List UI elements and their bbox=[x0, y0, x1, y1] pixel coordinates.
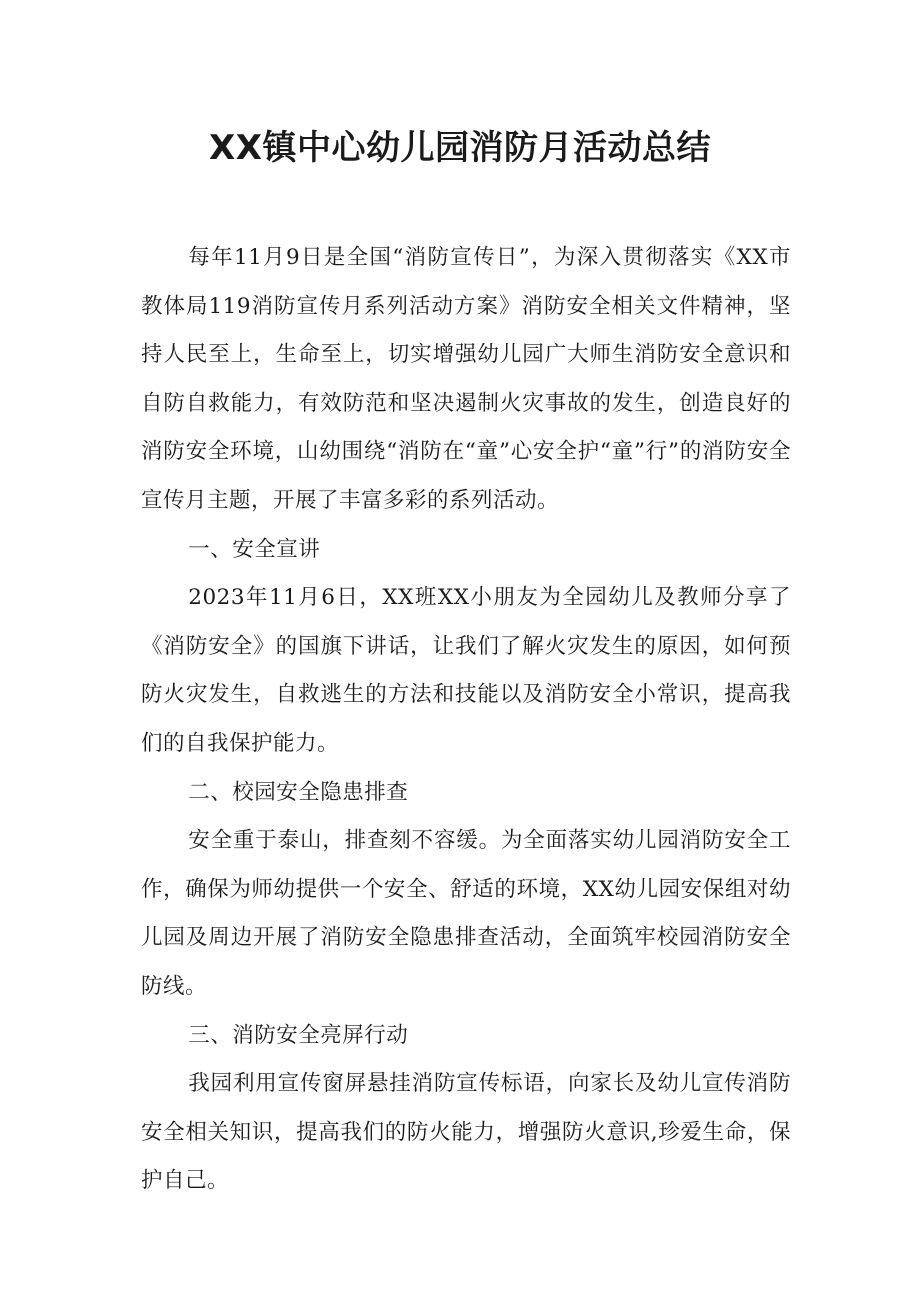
section-paragraph-hazard-inspection: 安全重于泰山，排查刻不容缓。为全面落实幼儿园消防安全工作，确保为师幼提供一个安全、舒适的环境，XX幼儿园安保组对幼儿园及周边开展了消防安全隐患排查活动，全面筑牢校园消防安全防线。 bbox=[141, 828, 791, 999]
section-heading-safety-talk: 一、安全宣讲 bbox=[188, 536, 321, 562]
section-paragraph-safety-talk: 2023年11月6日，XX班XX小朋友为全园幼儿及教师分享了《消防安全》的国旗下讲话，让我们了解火灾发生的原因，如何预防火灾发生，自救逃生的方法和技能以及消防安全小常识，提高我们的自我保护能力。 bbox=[141, 585, 791, 756]
section-heading-hazard-inspection: 二、校园安全隐患排查 bbox=[188, 779, 409, 805]
document-title: XX镇中心幼儿园消防月活动总结 bbox=[209, 128, 711, 168]
intro-paragraph: 每年11月9日是全国“消防宣传日”，为深入贯彻落实《XX市教体局119消防宣传月系列活动方案》消防安全相关文件精神，坚持人民至上，生命至上，切实增强幼儿园广大师生消防安全意识和自防自救能力，有效防范和坚决遏制火灾事故的发生，创造良好的消防安全环境，山幼围绕“消防在“童”心安全护“童”行”的消防安全宣传月主题，开展了丰富多彩的系列活动。 bbox=[141, 245, 791, 513]
document-body bbox=[141, 234, 791, 1206]
section-paragraph-screen-campaign: 我园利用宣传窗屏悬挂消防宣传标语，向家长及幼儿宣传消防安全相关知识，提高我们的防火能力，增强防火意识,珍爱生命，保护自己。 bbox=[141, 1071, 791, 1194]
section-heading-screen-campaign: 三、消防安全亮屏行动 bbox=[188, 1022, 409, 1048]
